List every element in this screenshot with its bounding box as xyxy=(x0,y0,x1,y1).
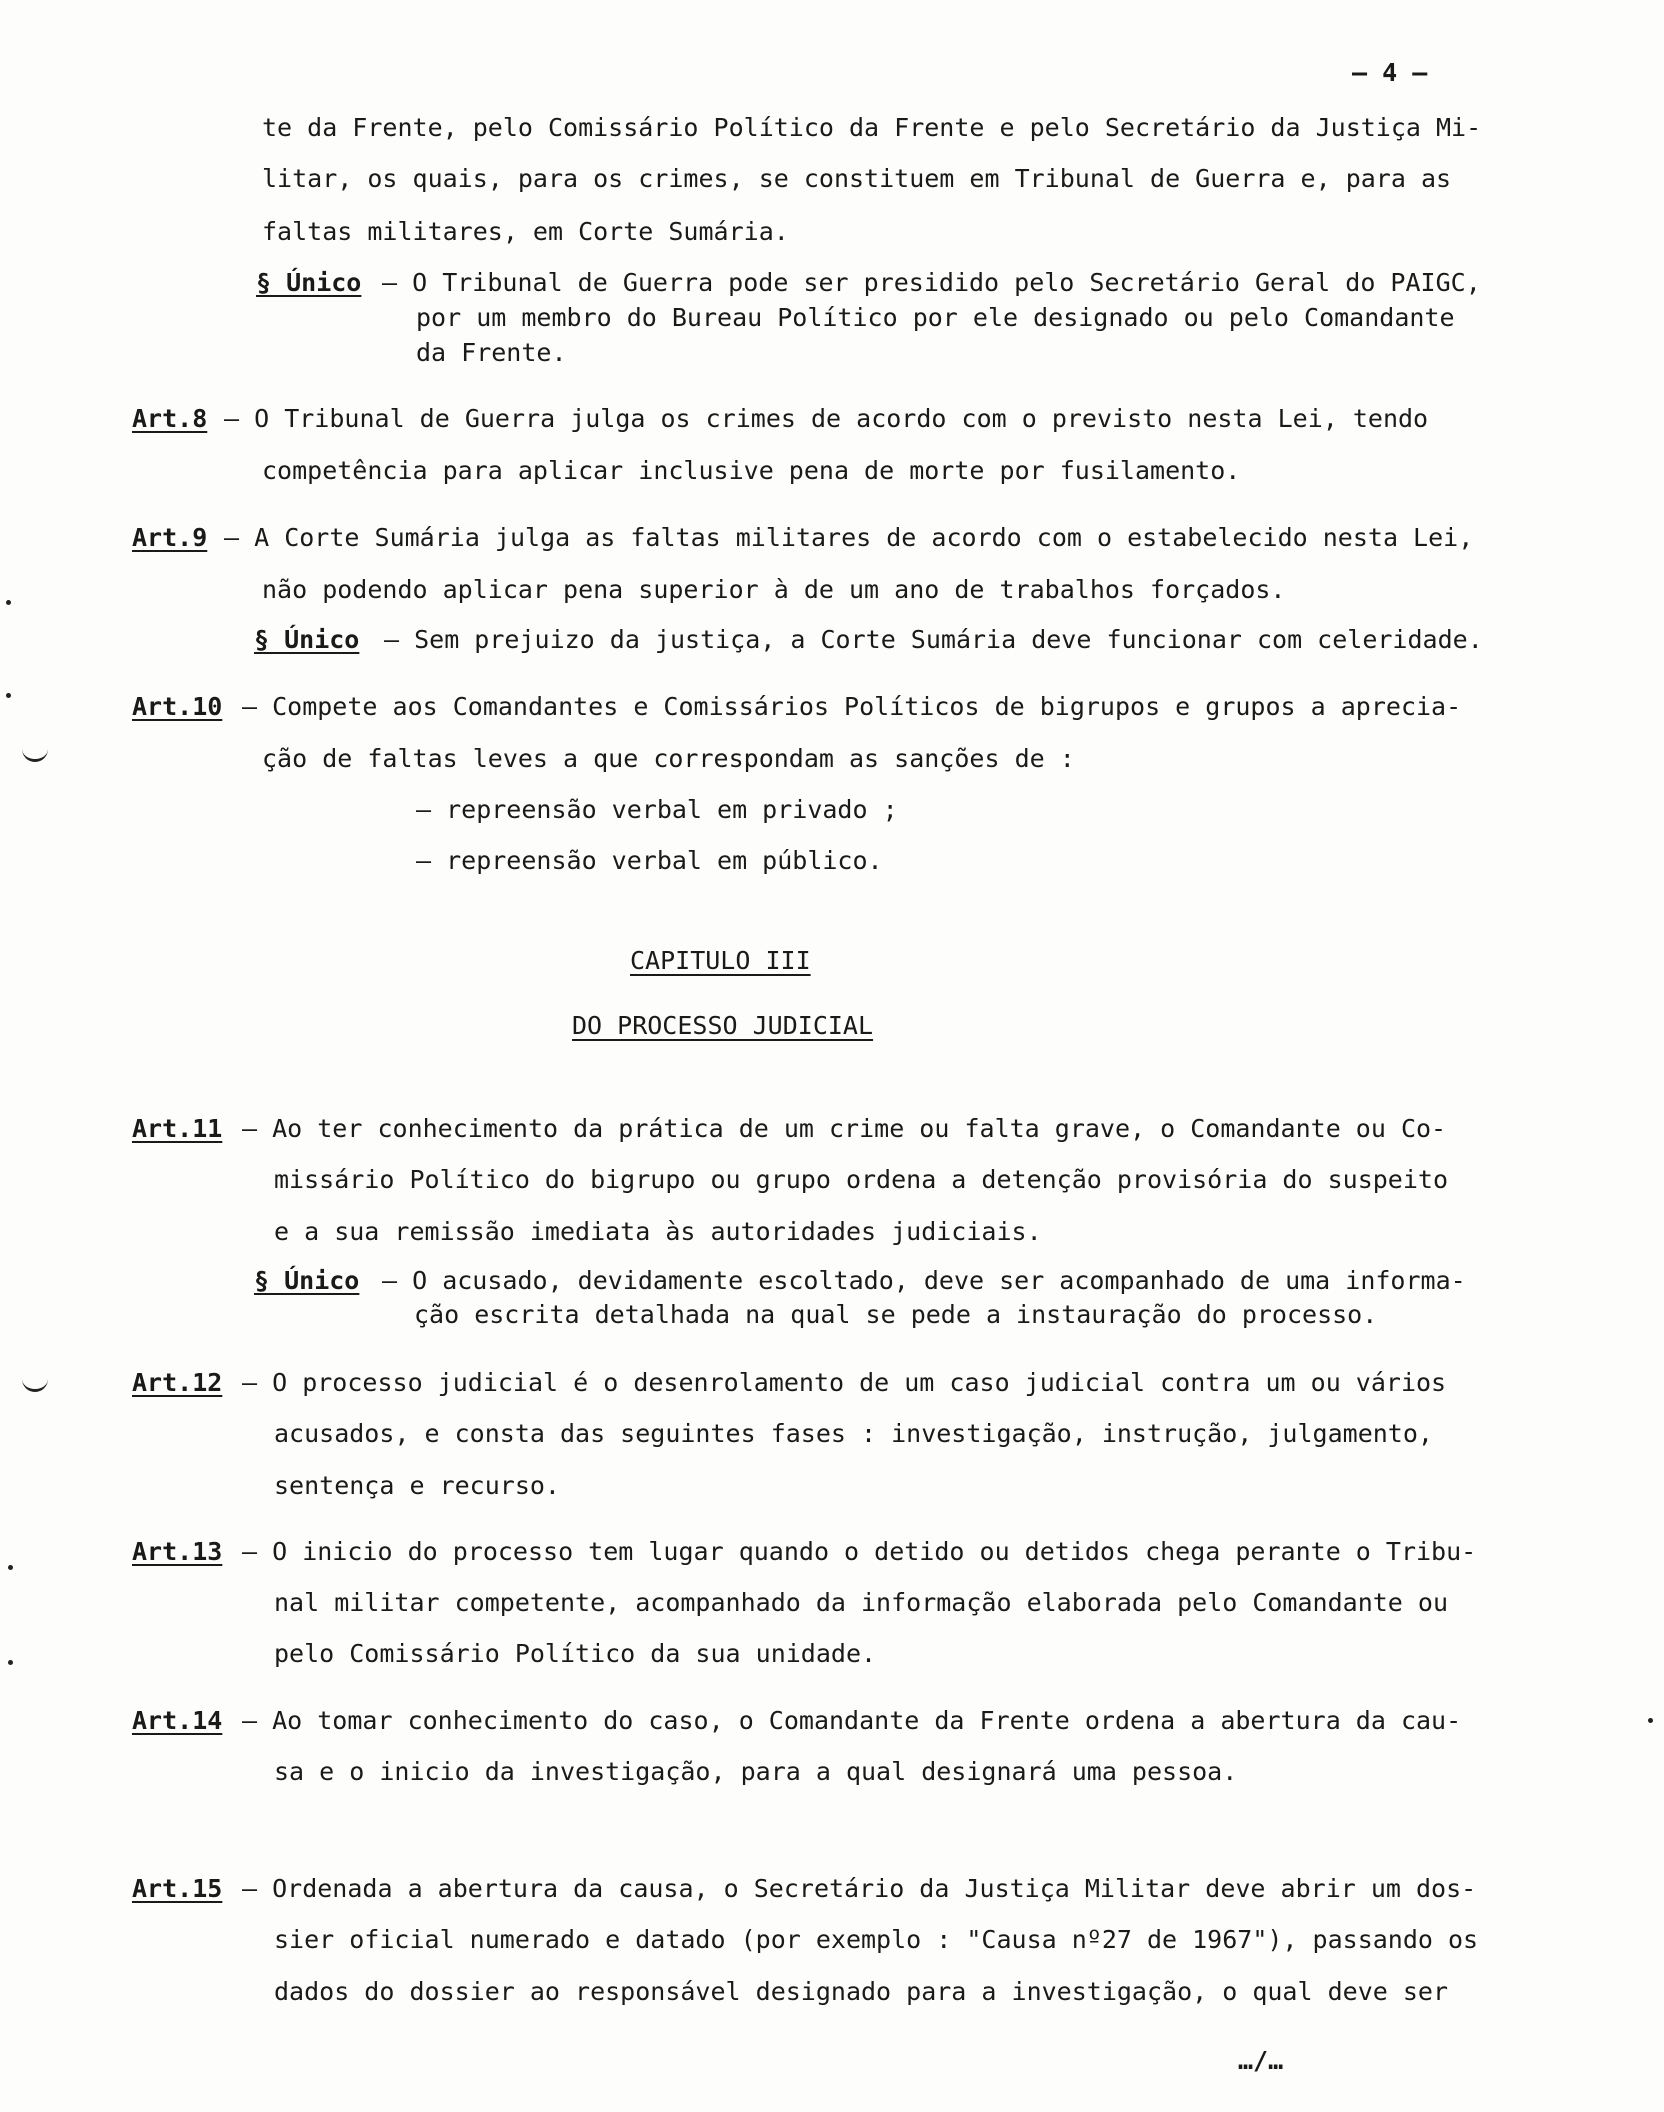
art10-label: Art.10 xyxy=(132,692,223,721)
margin-punch-mark xyxy=(22,1375,48,1392)
art11-unico-line-2: ção escrita detalhada na qual se pede a instauração do processo. xyxy=(414,1300,1378,1329)
art13-line-1: – O inicio do processo tem lugar quando o detido ou detidos chega perante o Tribu- xyxy=(242,1537,1477,1566)
art8-label: Art.8 xyxy=(132,404,208,433)
margin-speck xyxy=(6,693,11,698)
margin-punch-mark xyxy=(22,745,48,762)
intro-unico-line-2: por um membro do Bureau Político por ele designado ou pelo Comandante xyxy=(416,303,1455,332)
art9-line-2: não podendo aplicar pena superior à de um ano de trabalhos forçados. xyxy=(262,575,1286,604)
art9-unico-text: – Sem prejuizo da justiça, a Corte Sumária deve funcionar com celeridade. xyxy=(384,625,1483,654)
intro-line-1: te da Frente, pelo Comissário Político da Frente e pelo Secretário da Justiça Mi- xyxy=(262,113,1482,142)
art9-line-1: – A Corte Sumária julga as faltas militares de acordo com o estabelecido nesta Lei, xyxy=(224,523,1474,552)
art8-line-2: competência para aplicar inclusive pena de morte por fusilamento. xyxy=(262,456,1241,485)
art15-label: Art.15 xyxy=(132,1874,223,1903)
margin-speck xyxy=(8,1660,13,1665)
chapter-subtitle: DO PROCESSO JUDICIAL xyxy=(572,1011,874,1040)
art14-line-2: sa e o inicio da investigação, para a qual designará uma pessoa. xyxy=(274,1757,1238,1786)
art15-line-2: sier oficial numerado e datado (por exemplo : "Causa nº27 de 1967"), passando os xyxy=(274,1925,1479,1954)
art12-line-1: – O processo judicial é o desenrolamento de um caso judicial contra um ou vários xyxy=(242,1368,1447,1397)
chapter-title: CAPITULO III xyxy=(630,946,811,975)
art10-line-1: – Compete aos Comandantes e Comissários Políticos de bigrupos e grupos a aprecia- xyxy=(242,692,1462,721)
art11-unico-line-1: – O acusado, devidamente escoltado, deve ser acompanhado de uma informa- xyxy=(382,1266,1466,1295)
art15-line-3: dados do dossier ao responsável designado para a investigação, o qual deve ser xyxy=(274,1977,1448,2006)
page-number: — 4 — xyxy=(1352,58,1428,87)
art13-line-3: pelo Comissário Político da sua unidade. xyxy=(274,1639,877,1668)
art13-line-2: nal militar competente, acompanhado da informação elaborada pelo Comandante ou xyxy=(274,1588,1448,1617)
intro-unico-line-1: – O Tribunal de Guerra pode ser presidido pelo Secretário Geral do PAIGC, xyxy=(382,268,1481,297)
margin-speck xyxy=(8,1565,13,1570)
art9-unico-label: § Único xyxy=(254,625,360,654)
art14-label: Art.14 xyxy=(132,1706,223,1735)
margin-speck xyxy=(1648,1718,1653,1723)
art11-label: Art.11 xyxy=(132,1114,223,1143)
margin-speck xyxy=(6,600,11,605)
art11-line-3: e a sua remissão imediata às autoridades judiciais. xyxy=(274,1217,1042,1246)
art8-line-1: – O Tribunal de Guerra julga os crimes de acordo com o previsto nesta Lei, tendo xyxy=(224,404,1429,433)
art12-line-3: sentença e recurso. xyxy=(274,1471,560,1500)
art10-item-2: – repreensão verbal em público. xyxy=(416,846,883,875)
art11-line-1: – Ao ter conhecimento da prática de um crime ou falta grave, o Comandante ou Co- xyxy=(242,1114,1447,1143)
intro-line-2: litar, os quais, para os crimes, se constituem em Tribunal de Guerra e, para as xyxy=(262,164,1452,193)
intro-unico-label: § Único xyxy=(256,268,362,297)
art9-label: Art.9 xyxy=(132,523,208,552)
art13-label: Art.13 xyxy=(132,1537,223,1566)
art11-unico-label: § Único xyxy=(254,1266,360,1295)
art10-line-2: ção de faltas leves a que correspondam as sanções de : xyxy=(262,744,1075,773)
art12-line-2: acusados, e consta das seguintes fases : investigação, instrução, julgamento, xyxy=(274,1419,1433,1448)
art11-line-2: missário Político do bigrupo ou grupo ordena a detenção provisória do suspeito xyxy=(274,1165,1448,1194)
art10-item-1: – repreensão verbal em privado ; xyxy=(416,795,898,824)
art15-line-1: – Ordenada a abertura da causa, o Secretário da Justiça Militar deve abrir um dos- xyxy=(242,1874,1477,1903)
intro-unico-line-3: da Frente. xyxy=(416,338,567,367)
art14-line-1: – Ao tomar conhecimento do caso, o Comandante da Frente ordena a abertura da cau- xyxy=(242,1706,1462,1735)
intro-line-3: faltas militares, em Corte Sumária. xyxy=(262,217,789,246)
continuation-mark: …/… xyxy=(1238,2046,1284,2075)
art12-label: Art.12 xyxy=(132,1368,223,1397)
